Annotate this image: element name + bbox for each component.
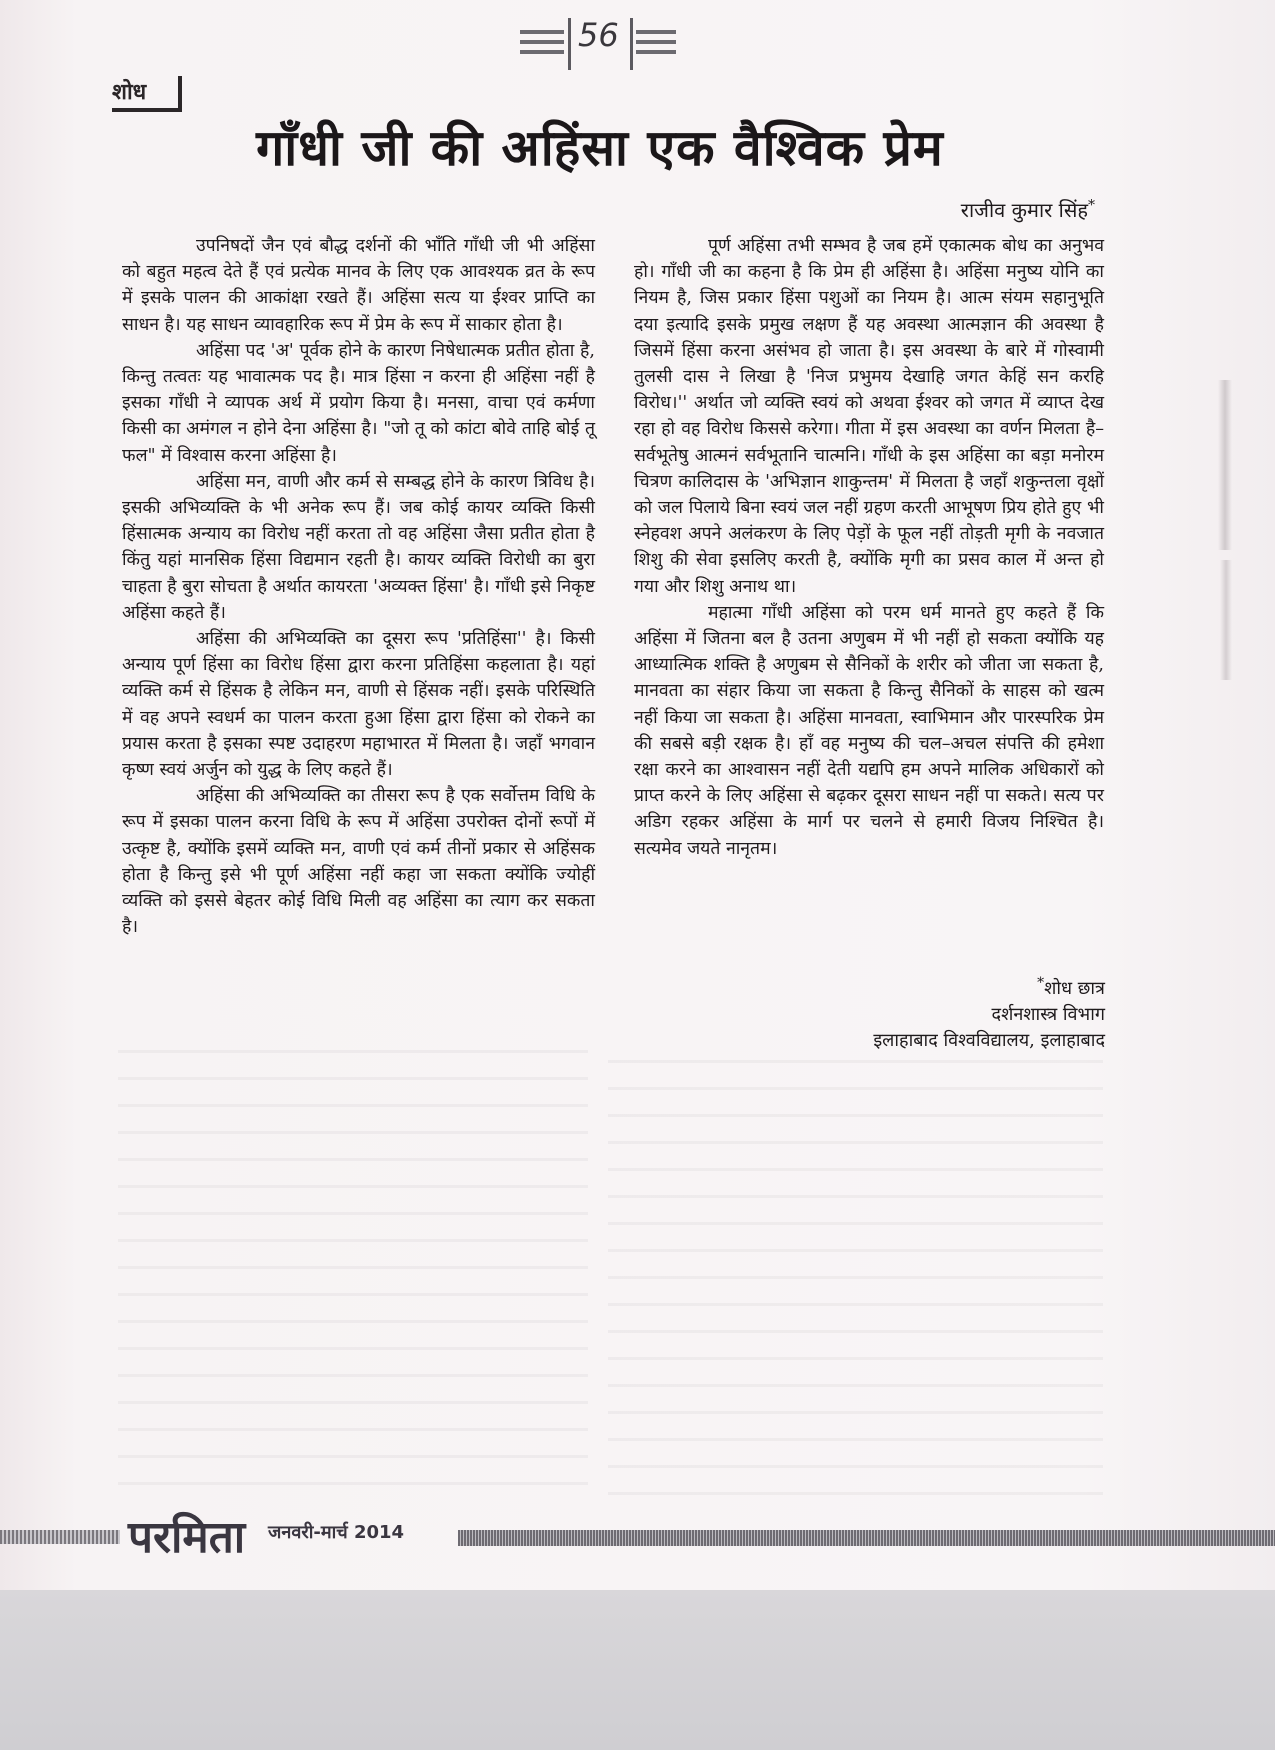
affiliation-line: *शोध छात्र xyxy=(1037,975,1105,999)
bleed-through-text xyxy=(118,1050,588,1490)
page-number-block xyxy=(520,14,680,74)
left-column xyxy=(122,233,595,940)
section-rule xyxy=(178,76,182,112)
footer-rule xyxy=(0,1530,120,1544)
article-title: गाँधी जी की अहिंसा एक वैश्विक प्रेम xyxy=(256,119,944,177)
page-crease xyxy=(1218,380,1232,550)
page-crease xyxy=(1220,560,1232,680)
paragraph: अहिंसा की अभिव्यक्ति का दूसरा रूप 'प्रतिहिंसा'' है। किसी अन्याय पूर्ण हिंसा का विरोध हिंसा द्वारा करना प्रतिहिंसा कहलाता है। यहां व्यक्ति कर्म से हिंसक है लेकिन मन, वाणी से हिंसक नहीं। इसके परिस्थिति में वह अपने स्वधर्म का पालन करता हुआ हिंसा द्वारा हिंसा को रोकने का प्रयास करता है इसका स्पष्ट उदाहरण महाभारत में मिलता है। जहाँ भगवान कृष्ण स्वयं अर्जुन को युद्ध के लिए कहते हैं। xyxy=(122,629,595,781)
journal-logo: परमिता xyxy=(128,1512,246,1563)
author-affiliation xyxy=(873,970,1105,1054)
section-rule xyxy=(112,108,182,112)
affiliation-line: दर्शनशास्त्र विभाग xyxy=(991,1004,1105,1025)
paragraph: महात्मा गाँधी अहिंसा को परम धर्म मानते हुए कहते हैं कि अहिंसा में जितना बल है उतना अणुबम में भी नहीं हो सकता क्योंकि यह आध्यात्मिक शक्ति है अणुबम से सैनिकों के शरीर को जीता जा सकता है, मानवता का संहार किया जा सकता है किन्तु सैनिकों के साहस को खत्म नहीं किया जा सकता है। अहिंसा मानवता, स्वाभिमान और पारस्परिक प्रेम की सबसे बड़ी रक्षक है। हाँ वह मनुष्य की चल–अचल संपत्ति की हमेशा रक्षा करने का आश्वासन नहीं देती यद्यपि हम अपने मालिक अधिकारों को प्राप्त करने के लिए अहिंसा से बढ़कर दूसरा साधन नहीं पा सकते। सत्य पर अडिग रहकर अहिंसा के मार्ग पर चलने से हमारी विजय निश्चित है। सत्यमेव जयते नानृतम। xyxy=(634,602,1104,859)
bleed-through-text xyxy=(608,1060,1103,1500)
paragraph: उपनिषदों जैन एवं बौद्ध दर्शनों की भाँति गाँधी जी भी अहिंसा को बहुत महत्व देते हैं एवं प्रत्येक मानव के लिए एक आवश्यक व्रत के रूप में इसके पालन की आकांक्षा रखते हैं। अहिंसा सत्य या ईश्वर प्राप्ति का साधन है। यह साधन व्यावहारिक रूप में प्रेम के रूप में साकार होता है। xyxy=(122,236,595,335)
page-number: 56 xyxy=(578,16,619,54)
paragraph: पूर्ण अहिंसा तभी सम्भव है जब हमें एकात्मक बोध का अनुभव हो। गाँधी जी का कहना है कि प्रेम ही अहिंसा है। अहिंसा मनुष्य योनि का नियम है, जिस प्रकार हिंसा पशुओं का नियम है। आत्म संयम सहानुभूति दया इत्यादि इसके प्रमुख लक्षण हैं यह अवस्था आत्मज्ञान की अवस्था है जिसमें हिंसा करना असंभव हो जाता है। इस अवस्था के बारे में गोस्वामी तुलसी दास ने लिखा है 'निज प्रभुमय देखाहि जगत केहिं सन करहि विरोध।'' अर्थात जो व्यक्ति स्वयं को अथवा ईश्वर को जगत में व्याप्त देख रहा हो वह विरोध किससे करेगा। गीता में इस अवस्था का वर्णन मिलता है– सर्वभूतेषु आत्मनं सर्वभूतानि चात्मनि। गाँधी के इस अहिंसा का बड़ा मनोरम चित्रण कालिदास के 'अभिज्ञान शाकुन्तम' में मिलता है जहाँ शकुन्तला वृक्षों को जल पिलाये बिना स्वयं जल नहीं ग्रहण करती आभूषण प्रिय होते हुए भी स्नेहवश अपने अलंकरण के लिए पेड़ों के फूल नहीं तोड़ती मृगी के नवजात शिशु की सेवा इसलिए करती है, क्योंकि मृगी का प्रसव काल में अन्त हो गया और शिशु अनाथ था। xyxy=(634,236,1104,597)
paragraph: अहिंसा मन, वाणी और कर्म से सम्बद्ध होने के कारण त्रिविध है। इसकी अभिव्यक्ति के भी अनेक रूप हैं। जब कोई कायर व्यक्ति किसी हिंसात्मक अन्याय का विरोध नहीं करता तो वह अहिंसा जैसा प्रतीत होता है किंतु यहां मानसिक हिंसा विद्यमान रहती है। कायर व्यक्ति विरोधी का बुरा चाहता है बुरा सोचता है अर्थात कायरता 'अव्यक्त हिंसा' है। गाँधी इसे निकृष्ट अहिंसा कहते हैं। xyxy=(122,471,595,623)
affiliation-line: इलाहाबाद विश्वविद्यालय, इलाहाबाद xyxy=(873,1030,1105,1051)
page-bottom-margin xyxy=(0,1590,1275,1750)
footer-rule xyxy=(458,1530,1275,1546)
paragraph: अहिंसा की अभिव्यक्ति का तीसरा रूप है एक सर्वोत्तम विधि के रूप में इसका पालन करना विधि के रूप में अहिंसा उपरोक्त दोनों रूपों में उत्कृष्ट है, क्योंकि इसमें व्यक्ति मन, वाणी एवं कर्म तीनों प्रकार से अहिंसक होता है किन्तु इसे भी पूर्ण अहिंसा नहीं कहा जा सकता क्योंकि ज्योहीं व्यक्ति को इससे बेहतर कोई विधि मिली वह अहिंसा का त्याग कर सकता है। xyxy=(122,786,595,938)
issue-date: जनवरी-मार्च 2014 xyxy=(268,1522,405,1543)
section-label: शोध xyxy=(112,80,147,105)
right-column xyxy=(634,233,1104,862)
author-footnote-mark: * xyxy=(1088,197,1095,214)
paragraph: अहिंसा पद 'अ' पूर्वक होने के कारण निषेधात्मक प्रतीत होता है, किन्तु तत्वतः यह भावात्मक पद है। मात्र हिंसा न करना ही अहिंसा नहीं है इसका गाँधी ने व्यापक अर्थ में प्रयोग किया है। मनसा, वाचा एवं कर्मणा किसी का अमंगल न होने देना अहिंसा है। "जो तू को कांटा बोवे ताहि बोई तू फल" में विश्वास करना अहिंसा है। xyxy=(122,340,595,466)
author-name: राजीव कुमार सिंह* xyxy=(960,197,1095,222)
